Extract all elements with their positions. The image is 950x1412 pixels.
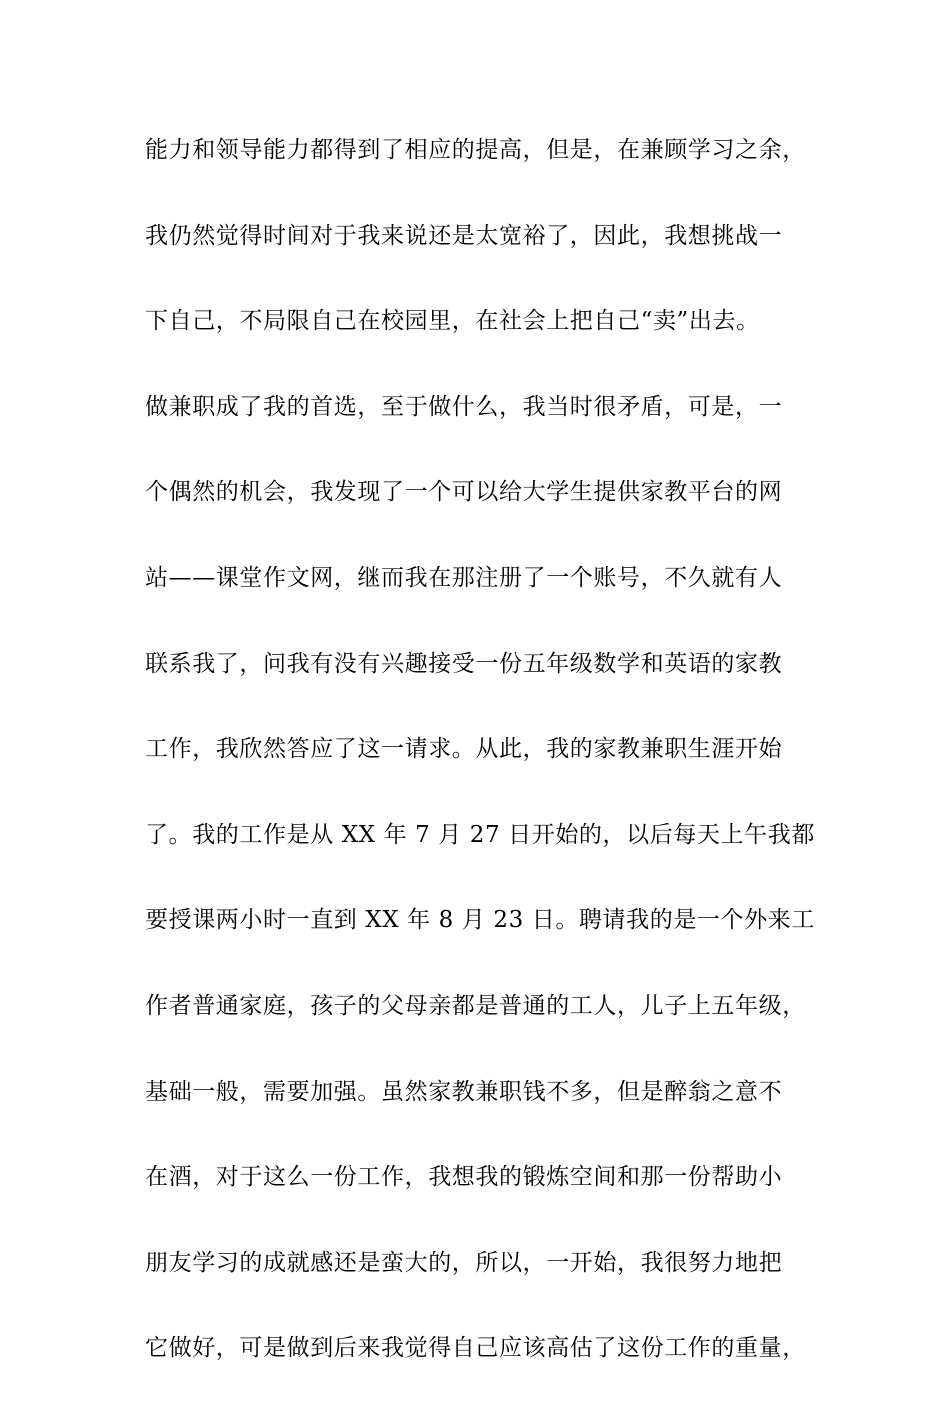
text-line: 工作，我欣然答应了这一请求。从此，我的家教兼职生涯开始 [145, 736, 783, 763]
text-line: 做兼职成了我的首选，至于做什么，我当时很矛盾，可是，一 [145, 393, 783, 420]
text-line: 基础一般，需要加强。虽然家教兼职钱不多，但是醉翁之意不 [145, 1078, 783, 1105]
text-line: 站——课堂作文网，继而我在那注册了一个账号，不久就有人 [145, 564, 783, 591]
text-line: 朋友学习的成就感还是蛮大的，所以，一开始，我很努力地把 [145, 1249, 783, 1276]
text-line: 在酒，对于这么一份工作，我想我的锻炼空间和那一份帮助小 [145, 1164, 783, 1191]
text-line: 能力和领导能力都得到了相应的提高，但是，在兼顾学习之余， [145, 137, 806, 163]
text-line: 我仍然觉得时间对于我来说还是太宽裕了，因此，我想挑战一 [145, 222, 783, 249]
body-text [145, 128, 835, 1412]
text-line: 联系我了，问我有没有兴趣接受一份五年级数学和英语的家教 [145, 650, 783, 677]
text-line: 它做好，可是做到后来我觉得自己应该高估了这份工作的重量， [145, 1335, 806, 1362]
text-line: 要授课两小时一直到 XX 年 8 月 23 日。聘请我的是一个外来工 [145, 907, 815, 934]
text-line: 下自己，不局限自己在校园里，在社会上把自己“卖”出去。 [145, 308, 760, 335]
text-line: 个偶然的机会，我发现了一个可以给大学生提供家教平台的网 [145, 479, 783, 506]
text-line: 作者普通家庭，孩子的父母亲都是普通的工人，儿子上五年级， [145, 992, 806, 1019]
text-line: 了。我的工作是从 XX 年 7 月 27 日开始的，以后每天上午我都 [145, 821, 815, 848]
